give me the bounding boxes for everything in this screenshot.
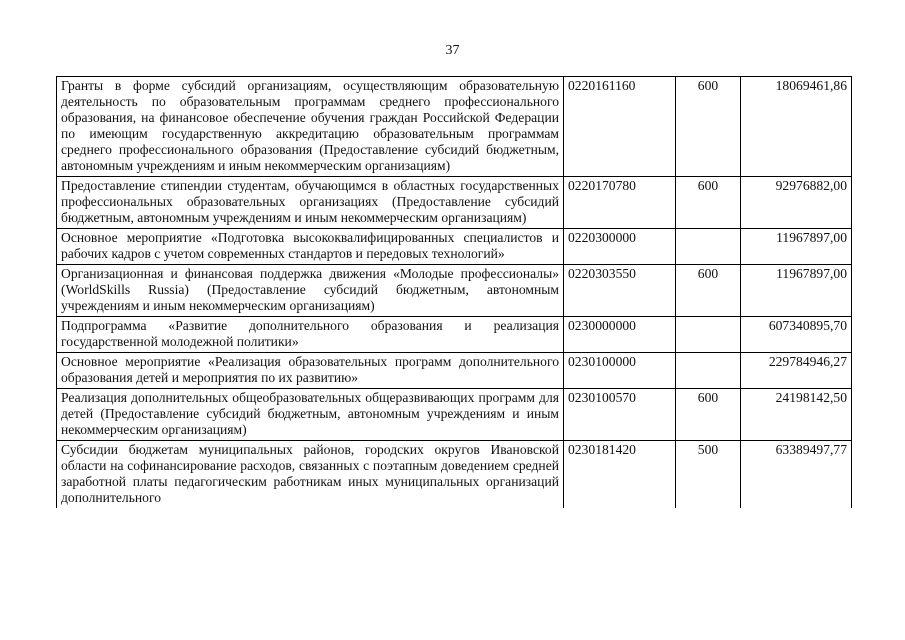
target-article-code: 0230100570 — [564, 389, 676, 441]
amount: 607340895,70 — [741, 317, 852, 353]
target-article-code: 0230000000 — [564, 317, 676, 353]
expense-type-code: 600 — [676, 389, 741, 441]
table-row — [57, 317, 852, 353]
target-article-code: 0230100000 — [564, 353, 676, 389]
amount: 18069461,86 — [741, 77, 852, 177]
amount: 92976882,00 — [741, 177, 852, 229]
table-row — [57, 177, 852, 229]
target-article-code: 0220300000 — [564, 229, 676, 265]
table-row — [57, 441, 852, 509]
expense-type-code: 600 — [676, 77, 741, 177]
budget-table — [56, 76, 852, 508]
expense-type-code — [676, 317, 741, 353]
target-article-code: 0220161160 — [564, 77, 676, 177]
table-row — [57, 265, 852, 317]
table-row — [57, 389, 852, 441]
expense-name: Основное мероприятие «Подготовка высококвалифицированных специалистов и рабочих кадров с учетом современных стандартов и передовых технологий» — [57, 229, 564, 265]
amount: 229784946,27 — [741, 353, 852, 389]
table-row — [57, 229, 852, 265]
table-row — [57, 353, 852, 389]
target-article-code: 0220303550 — [564, 265, 676, 317]
expense-type-code: 600 — [676, 177, 741, 229]
amount: 24198142,50 — [741, 389, 852, 441]
expense-name: Реализация дополнительных общеобразовательных общеразвивающих программ для детей (Предоставление субсидий бюджетным, автономным учреждениям и иным некоммерческим организациям) — [57, 389, 564, 441]
page-number: 37 — [445, 43, 460, 58]
expense-type-code — [676, 353, 741, 389]
table-row — [57, 77, 852, 177]
target-article-code: 0230181420 — [564, 441, 676, 509]
amount: 63389497,77 — [741, 441, 852, 509]
target-article-code: 0220170780 — [564, 177, 676, 229]
expense-name: Гранты в форме субсидий организациям, осуществляющим образовательную деятельность по образовательным программам среднего профессионального образования, на финансовое обеспечение обучения граждан Российской Федерации по имеющим государственную аккредитацию образовательным программам среднего профессионального образования (Предоставление субсидий бюджетным, автономным учреждениям и иным некоммерческим организациям) — [57, 77, 564, 177]
amount: 11967897,00 — [741, 229, 852, 265]
expense-type-code — [676, 229, 741, 265]
expense-name: Основное мероприятие «Реализация образовательных программ дополнительного образования детей и мероприятия по их развитию» — [57, 353, 564, 389]
expense-name: Субсидии бюджетам муниципальных районов, городских округов Ивановской области на софинансирование расходов, связанных с поэтапным доведением средней заработной платы педагогическим работникам иных муниципальных организаций дополнительного — [57, 441, 564, 509]
expense-name: Предоставление стипендии студентам, обучающимся в областных государственных профессиональных образовательных организациях (Предоставление субсидий бюджетным, автономным учреждениям и иным некоммерческим организациям) — [57, 177, 564, 229]
expense-type-code: 500 — [676, 441, 741, 509]
amount: 11967897,00 — [741, 265, 852, 317]
expense-type-code: 600 — [676, 265, 741, 317]
expense-name: Организационная и финансовая поддержка движения «Молодые профессионалы» (WorldSkills Russia) (Предоставление субсидий бюджетным, автономным учреждениям и иным некоммерческим организациям) — [57, 265, 564, 317]
expense-name: Подпрограмма «Развитие дополнительного образования и реализация государственной молодежной политики» — [57, 317, 564, 353]
